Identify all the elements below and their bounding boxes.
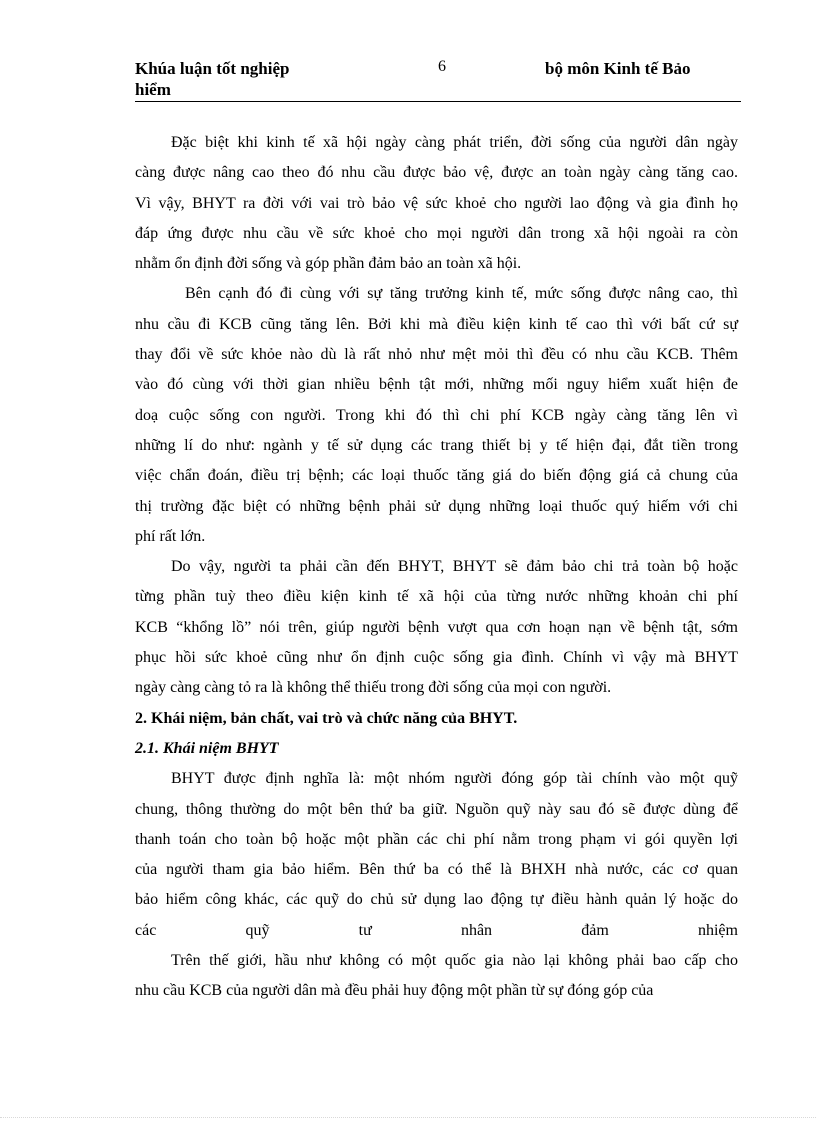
- text-line: chung, thông thường do một bên thứ ba giữ. Nguồn quỹ này sau đó sẽ được dùng để: [135, 800, 738, 818]
- text-line: doạ cuộc sống con người. Trong khi đó thì chi phí KCB ngày càng tăng lên vì: [135, 406, 738, 424]
- text-line: bảo hiểm công khác, các quỹ do chủ sử dụng lao động tự điều hành quản lý hoặc do: [135, 891, 738, 909]
- text-line: việc chẩn đoán, điều trị bệnh; các loại thuốc tăng giá do biến động giá cả chung của: [135, 467, 738, 485]
- text-line: ngày càng càng tỏ ra là không thể thiếu trong đời sống của mọi con người.: [135, 679, 612, 697]
- page-bottom-border: [0, 1117, 816, 1118]
- header-left: [135, 58, 335, 100]
- text-line: những lí do như: ngành y tế sử dụng các trang thiết bị y tế hiện đại, đắt tiền trong: [135, 436, 738, 454]
- text-line: vào đó cùng với thời gian nhiều bệnh tật mới, những mối nguy hiểm xuất hiện đe: [135, 376, 738, 394]
- body-text: [135, 128, 738, 1007]
- text-line: nhu cầu đi KCB cũng tăng lên. Bởi khi mà điều kiện kinh tế cao thì với bất cứ sự: [135, 315, 738, 333]
- word: nhân: [460, 921, 493, 939]
- spread-text-line: [135, 916, 738, 946]
- text-line: thay đổi về sức khỏe nào dù là rất nhỏ như mệt mỏi thì đều có nhu cầu KCB. Thêm: [135, 346, 738, 364]
- section-heading: 2. Khái niệm, bản chất, vai trò và chức năng của BHYT.: [135, 709, 518, 727]
- text-line: thị trường đặc biệt có những bệnh phải sử dụng những loại thuốc quý hiếm với chi: [135, 497, 738, 515]
- text-line: từng phần tuỳ theo điều kiện kinh tế xã hội của từng nước những khoản chi phí: [135, 588, 738, 606]
- word: đảm: [581, 921, 609, 939]
- text-line: Trên thế giới, hầu như không có một quốc gia nào lại không phải bao cấp cho: [171, 952, 738, 970]
- text-line: BHYT được định nghĩa là: một nhóm người đóng góp tài chính vào một quỹ: [171, 770, 738, 788]
- text-line: càng được nâng cao theo đó nhu cầu được bảo vệ, được an toàn ngày càng tăng cao.: [135, 164, 738, 182]
- text-line: nhu cầu KCB của người dân mà đều phải huy động một phần từ sự đóng góp của: [135, 982, 654, 1000]
- text-line: thanh toán cho toàn bộ hoặc một phần các chi phí nằm trong phạm vi gói quyền lợi: [135, 830, 738, 848]
- text-line: KCB “khổng lồ” nói trên, giúp người bệnh vượt qua cơn hoạn nạn về bệnh tật, sớm: [135, 618, 738, 636]
- text-line: Bên cạnh đó đi cùng với sự tăng trưởng kinh tế, mức sống được nâng cao, thì: [185, 285, 738, 303]
- subsection-heading: 2.1. Khái niệm BHYT: [135, 739, 279, 757]
- text-line: nhằm ổn định đời sống và góp phần đảm bảo an toàn xã hội.: [135, 255, 522, 273]
- text-line: phục hồi sức khoẻ cũng như ổn định cuộc sống gia đình. Chính vì vậy mà BHYT: [135, 649, 738, 667]
- text-line: đáp ứng được nhu cầu về sức khoẻ cho mọi người dân trong xã hội ngoài ra còn: [135, 224, 738, 242]
- header-title-line2: hiểm: [135, 80, 171, 99]
- text-line: Vì vậy, BHYT ra đời với vai trò bảo vệ sức khoẻ cho người lao động và gia đình họ: [135, 194, 738, 212]
- text-line: Do vậy, người ta phải cần đến BHYT, BHYT sẽ đảm bảo chi trả toàn bộ hoặc: [171, 558, 738, 576]
- word: quỹ: [245, 921, 270, 939]
- header-divider: [135, 101, 741, 102]
- text-line: phí rất lớn.: [135, 527, 206, 545]
- text-line: Đặc biệt khi kinh tế xã hội ngày càng phát triển, đời sống của người dân ngày: [171, 134, 738, 151]
- text-line: của người tham gia bảo hiểm. Bên thứ ba có thể là BHXH nhà nước, các cơ quan: [135, 861, 738, 879]
- header-right: bộ môn Kinh tế Bảo: [545, 59, 691, 78]
- word: các: [135, 921, 157, 939]
- word: nhiệm: [697, 921, 738, 939]
- page-number: 6: [438, 58, 446, 75]
- word: tư: [358, 921, 372, 939]
- header-title-line1: Khúa luận tốt nghiệp: [135, 59, 290, 78]
